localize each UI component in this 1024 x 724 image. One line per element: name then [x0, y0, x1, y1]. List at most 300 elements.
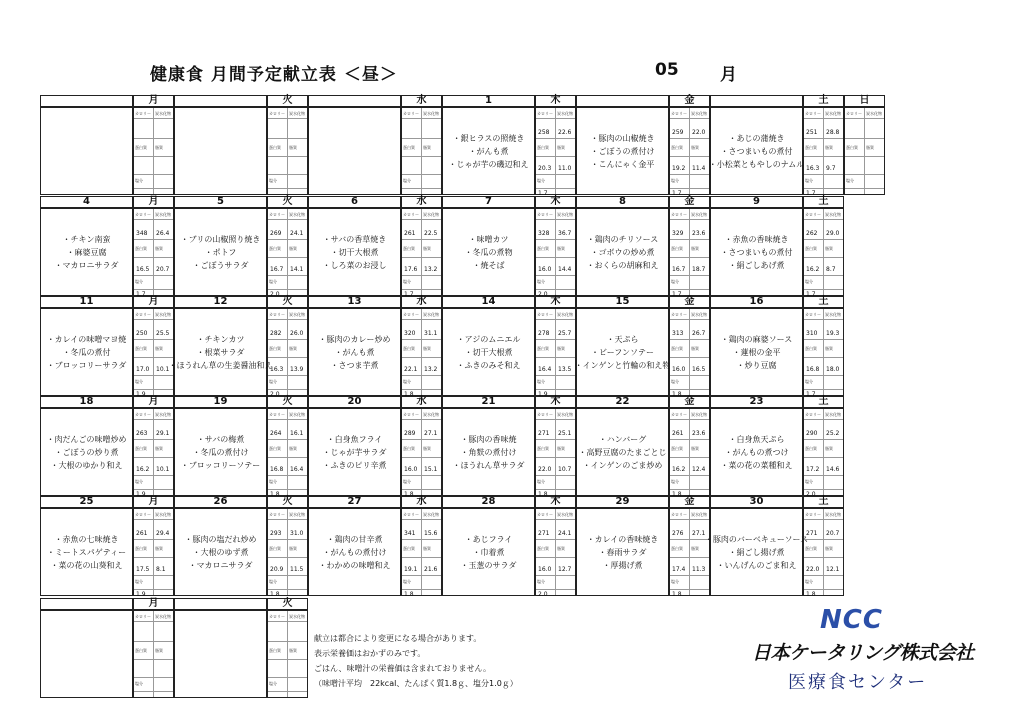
menu-item: ・カレイの味噌マヨ焼 [46, 334, 127, 344]
weekday-header: 木 [535, 396, 576, 408]
note-line: ごはん、味噌汁の栄養価は含まれておりません。 [314, 664, 491, 673]
menu-item: ・ふきのピリ辛煮 [322, 460, 387, 470]
carb-label: 炭水化物 [289, 412, 305, 417]
fat-value: 10.7 [558, 466, 572, 473]
nutrition-table [133, 208, 174, 296]
fat-label: 脂質 [557, 346, 565, 351]
salt-value: 1.7 [806, 391, 816, 398]
fat-value: 18.0 [826, 366, 840, 373]
protein-label: 蛋白質 [135, 246, 147, 251]
menu-item: ・鶏肉のチリソース [586, 234, 659, 244]
menu-item: ・豚肉の香味焼 [460, 434, 517, 444]
fat-label: 脂質 [155, 546, 163, 551]
calorie-label: カロリー [805, 312, 821, 317]
calorie-value: 259 [672, 129, 684, 136]
nutrition-grid-line [421, 409, 422, 495]
protein-label: 蛋白質 [671, 246, 683, 251]
nutrition-grid-line [287, 509, 288, 595]
fat-value: 12.4 [692, 466, 706, 473]
protein-value: 19.1 [404, 566, 418, 573]
carb-value: 23.6 [692, 230, 706, 237]
fat-label: 脂質 [155, 246, 163, 251]
menu-item: ・ミートスパゲティー [46, 547, 127, 557]
carb-label: 炭水化物 [557, 412, 573, 417]
calorie-value: 271 [538, 430, 550, 437]
calorie-value: 271 [806, 530, 818, 537]
protein-label: 蛋白質 [135, 648, 147, 653]
note-line: 献立は都合により変更になる場合があります。 [314, 634, 482, 643]
calorie-value: 262 [806, 230, 818, 237]
nutrition-table [401, 408, 442, 496]
menu-item: ・ポトフ [204, 247, 237, 257]
nutrition-grid-line [555, 209, 556, 295]
salt-value: 2.0 [270, 391, 280, 398]
protein-label: 蛋白質 [537, 246, 549, 251]
nutrition-table [535, 107, 576, 195]
salt-label: 塩分 [269, 479, 277, 484]
nutrition-table [401, 308, 442, 396]
carb-label: 炭水化物 [825, 212, 841, 217]
nutrition-table [535, 308, 576, 396]
calorie-value: 261 [672, 430, 684, 437]
protein-value: 16.2 [136, 466, 150, 473]
calorie-label: カロリー [805, 111, 821, 116]
salt-label: 塩分 [269, 379, 277, 384]
menu-cell [40, 208, 133, 296]
calorie-label: カロリー [671, 212, 687, 217]
carb-label: 炭水化物 [289, 111, 305, 116]
salt-label: 塩分 [537, 479, 545, 484]
date-header: 8 [576, 196, 669, 208]
menu-cell [308, 508, 401, 596]
menu-item: ・豚肉の塩だれ炒め [184, 534, 257, 544]
nutrition-grid-line [823, 309, 824, 395]
date-header: 1 [442, 95, 535, 107]
note-line: 表示栄養価はおかずのみです。 [314, 649, 426, 658]
calorie-value: 341 [404, 530, 416, 537]
salt-value: 1.8 [672, 491, 682, 498]
menu-item: ・チキン南蛮 [62, 234, 111, 244]
protein-label: 蛋白質 [269, 246, 281, 251]
menu-item: ・大根のゆず煮 [192, 547, 249, 557]
nutrition-grid-line [555, 409, 556, 495]
carb-value: 25.1 [558, 430, 572, 437]
protein-value: 16.3 [806, 165, 820, 172]
menu-item: ・高野豆腐のたまごとじ [578, 447, 667, 457]
menu-cell [308, 107, 401, 195]
protein-value: 17.0 [136, 366, 150, 373]
fat-value: 9.7 [826, 165, 836, 172]
protein-value: 19.2 [672, 165, 686, 172]
nutrition-table [803, 308, 844, 396]
weekday-header: 土 [803, 95, 844, 107]
salt-value: 1.7 [672, 190, 682, 197]
date-header: 13 [308, 296, 401, 308]
menu-cell [308, 408, 401, 496]
carb-value: 22.6 [558, 129, 572, 136]
carb-label: 炭水化物 [423, 412, 439, 417]
date-header: 18 [40, 396, 133, 408]
carb-label: 炭水化物 [155, 512, 171, 517]
salt-label: 塩分 [135, 178, 143, 183]
salt-label: 塩分 [537, 178, 545, 183]
weekday-header: 木 [535, 296, 576, 308]
protein-label: 蛋白質 [805, 145, 817, 150]
fat-label: 脂質 [691, 246, 699, 251]
calorie-value: 293 [270, 530, 282, 537]
menu-cell [576, 208, 669, 296]
nutrition-grid-line [153, 509, 154, 595]
menu-cell [442, 308, 535, 396]
protein-value: 16.7 [270, 266, 284, 273]
carb-value: 25.2 [826, 430, 840, 437]
menu-item: ・赤魚の七味焼き [54, 534, 119, 544]
salt-value: 1.8 [404, 591, 414, 598]
menu-item: ・サバの梅煮 [196, 434, 245, 444]
menu-cell [174, 610, 267, 698]
carb-label: 炭水化物 [825, 312, 841, 317]
fat-value: 18.7 [692, 266, 706, 273]
nutrition-grid-line [421, 209, 422, 295]
carb-value: 29.4 [156, 530, 170, 537]
fat-label: 脂質 [557, 145, 565, 150]
calorie-label: カロリー [403, 212, 419, 217]
nutrition-table [669, 107, 710, 195]
nutrition-grid-line [864, 108, 865, 194]
fat-label: 脂質 [423, 145, 431, 150]
carb-value: 16.1 [290, 430, 304, 437]
calorie-label: カロリー [671, 312, 687, 317]
calorie-label: カロリー [805, 512, 821, 517]
salt-value: 2.0 [270, 291, 280, 298]
carb-label: 炭水化物 [289, 614, 305, 619]
nutrition-table [535, 408, 576, 496]
nutrition-table [535, 508, 576, 596]
weekday-header: 土 [803, 396, 844, 408]
fat-label: 脂質 [691, 346, 699, 351]
salt-label: 塩分 [135, 279, 143, 284]
carb-value: 19.3 [826, 330, 840, 337]
salt-label: 塩分 [403, 579, 411, 584]
fat-label: 脂質 [423, 446, 431, 451]
carb-label: 炭水化物 [691, 412, 707, 417]
carb-label: 炭水化物 [866, 111, 882, 116]
fat-label: 脂質 [691, 446, 699, 451]
fat-label: 脂質 [825, 145, 833, 150]
protein-value: 20.3 [538, 165, 552, 172]
menu-cell [576, 508, 669, 596]
salt-label: 塩分 [805, 579, 813, 584]
salt-label: 塩分 [805, 479, 813, 484]
protein-label: 蛋白質 [135, 145, 147, 150]
menu-item: ・アジのムニエル [456, 334, 521, 344]
ncc-logo: NCC [820, 605, 883, 635]
fat-label: 脂質 [557, 546, 565, 551]
nutrition-table [133, 107, 174, 195]
menu-item: ・ごぼうの煮付け [590, 146, 655, 156]
fat-label: 脂質 [825, 546, 833, 551]
menu-item: ・じゃが芋の磯辺和え [448, 159, 529, 169]
carb-label: 炭水化物 [825, 512, 841, 517]
calorie-label: カロリー [269, 512, 285, 517]
carb-label: 炭水化物 [423, 212, 439, 217]
nutrition-table [803, 508, 844, 596]
weekday-header: 火 [267, 296, 308, 308]
date-header: 12 [174, 296, 267, 308]
protein-label: 蛋白質 [269, 346, 281, 351]
carb-value: 36.7 [558, 230, 572, 237]
carb-label: 炭水化物 [155, 412, 171, 417]
nutrition-grid-line [823, 209, 824, 295]
carb-value: 20.7 [826, 530, 840, 537]
carb-value: 25.5 [156, 330, 170, 337]
weekday-header: 金 [669, 496, 710, 508]
protein-value: 16.7 [672, 266, 686, 273]
weekday-header: 水 [401, 196, 442, 208]
protein-label: 蛋白質 [671, 346, 683, 351]
weekday-header: 月 [133, 598, 174, 610]
carb-value: 26.7 [692, 330, 706, 337]
fat-value: 21.6 [424, 566, 438, 573]
carb-label: 炭水化物 [691, 111, 707, 116]
salt-label: 塩分 [805, 178, 813, 183]
carb-value: 29.0 [826, 230, 840, 237]
menu-item: ・豚肉の山椒焼き [590, 133, 655, 143]
fat-value: 16.4 [290, 466, 304, 473]
carb-label: 炭水化物 [155, 111, 171, 116]
menu-cell [40, 308, 133, 396]
nutrition-table [133, 610, 174, 698]
calorie-label: カロリー [403, 512, 419, 517]
protein-value: 20.9 [270, 566, 284, 573]
fat-label: 脂質 [155, 648, 163, 653]
date-header [40, 95, 133, 107]
protein-label: 蛋白質 [403, 446, 415, 451]
date-header: 19 [174, 396, 267, 408]
protein-value: 17.2 [806, 466, 820, 473]
carb-value: 26.4 [156, 230, 170, 237]
salt-label: 塩分 [671, 379, 679, 384]
weekday-header: 月 [133, 196, 174, 208]
menu-item: ・インゲンと竹輪の和え物 [574, 360, 671, 370]
menu-item: ・切干大根煮 [330, 247, 379, 257]
nutrition-table [803, 408, 844, 496]
nutrition-grid-line [689, 509, 690, 595]
salt-label: 塩分 [135, 579, 143, 584]
fat-value: 14.1 [290, 266, 304, 273]
calorie-value: 250 [136, 330, 148, 337]
carb-label: 炭水化物 [423, 512, 439, 517]
salt-value: 2.0 [538, 291, 548, 298]
date-header: 23 [710, 396, 803, 408]
nutrition-grid-line [153, 209, 154, 295]
menu-cell [40, 610, 133, 698]
calorie-value: 348 [136, 230, 148, 237]
menu-item: ・大根のゆかり和え [50, 460, 123, 470]
fat-label: 脂質 [557, 246, 565, 251]
calorie-value: 313 [672, 330, 684, 337]
salt-label: 塩分 [671, 279, 679, 284]
salt-value: 1.7 [806, 291, 816, 298]
salt-label: 塩分 [403, 279, 411, 284]
fat-label: 脂質 [866, 145, 874, 150]
menu-item: ・ごぼうの炒り煮 [54, 447, 119, 457]
nutrition-table [133, 508, 174, 596]
salt-label: 塩分 [671, 178, 679, 183]
carb-label: 炭水化物 [423, 312, 439, 317]
calorie-label: カロリー [846, 111, 862, 116]
protein-label: 蛋白質 [135, 446, 147, 451]
weekday-header: 水 [401, 396, 442, 408]
menu-item: ・炒り豆腐 [736, 360, 777, 370]
calorie-label: カロリー [537, 412, 553, 417]
carb-label: 炭水化物 [691, 312, 707, 317]
carb-value: 31.1 [424, 330, 438, 337]
carb-value: 24.1 [290, 230, 304, 237]
protein-label: 蛋白質 [846, 145, 858, 150]
carb-label: 炭水化物 [289, 212, 305, 217]
menu-item: ・肉だんごの味噌炒め [46, 434, 127, 444]
salt-value: 1.7 [672, 291, 682, 298]
weekday-header: 木 [535, 95, 576, 107]
salt-value: 1.7 [538, 190, 548, 197]
weekday-header: 金 [669, 95, 710, 107]
menu-item: ・がんも煮 [468, 146, 509, 156]
carb-label: 炭水化物 [557, 212, 573, 217]
salt-value: 1.8 [538, 491, 548, 498]
nutrition-grid-line [421, 509, 422, 595]
nutrition-grid-line [153, 611, 154, 697]
carb-value: 28.8 [826, 129, 840, 136]
protein-label: 蛋白質 [671, 446, 683, 451]
nutrition-table [401, 208, 442, 296]
fat-value: 8.1 [156, 566, 166, 573]
calorie-value: 289 [404, 430, 416, 437]
nutrition-grid-line [689, 309, 690, 395]
menu-item: ・ふきのみそ和え [456, 360, 521, 370]
menu-item: ・豚肉のバーベキューソース [704, 534, 809, 544]
date-header [308, 95, 401, 107]
nutrition-table [267, 408, 308, 496]
calorie-value: 278 [538, 330, 550, 337]
protein-label: 蛋白質 [671, 145, 683, 150]
company-name: 日本ケータリング株式会社 [752, 642, 974, 664]
protein-label: 蛋白質 [135, 546, 147, 551]
nutrition-table [133, 308, 174, 396]
fat-value: 15.1 [424, 466, 438, 473]
calorie-label: カロリー [269, 312, 285, 317]
fat-value: 11.4 [692, 165, 706, 172]
menu-item: ・麻婆豆腐 [66, 247, 107, 257]
carb-value: 27.1 [424, 430, 438, 437]
menu-item: ・厚揚げ煮 [602, 560, 643, 570]
menu-cell [442, 107, 535, 195]
menu-item: ・じゃが芋サラダ [322, 447, 387, 457]
menu-item: ・おくらの胡麻和え [586, 260, 659, 270]
date-header: 5 [174, 196, 267, 208]
fat-value: 13.5 [558, 366, 572, 373]
calorie-label: カロリー [537, 111, 553, 116]
salt-label: 塩分 [135, 681, 143, 686]
menu-item: ・しろ菜のお浸し [322, 260, 387, 270]
date-header [40, 598, 133, 610]
fat-label: 脂質 [825, 246, 833, 251]
weekday-header: 火 [267, 396, 308, 408]
carb-value: 31.0 [290, 530, 304, 537]
nutrition-grid-line [823, 108, 824, 194]
protein-label: 蛋白質 [537, 546, 549, 551]
calorie-value: 320 [404, 330, 416, 337]
fat-value: 14.6 [826, 466, 840, 473]
salt-label: 塩分 [269, 279, 277, 284]
salt-value: 1.9 [136, 391, 146, 398]
weekday-header: 水 [401, 95, 442, 107]
calorie-label: カロリー [403, 312, 419, 317]
menu-item: ・菜の花の山葵和え [50, 560, 123, 570]
weekday-header: 金 [669, 196, 710, 208]
salt-label: 塩分 [805, 379, 813, 384]
protein-label: 蛋白質 [537, 446, 549, 451]
fat-label: 脂質 [155, 446, 163, 451]
menu-item: ・ブリの山椒照り焼き [180, 234, 261, 244]
menu-item: ・鶏肉の麻婆ソース [720, 334, 793, 344]
fat-label: 脂質 [289, 648, 297, 653]
menu-item: ・サバの香草焼き [322, 234, 387, 244]
nutrition-table [401, 107, 442, 195]
calorie-label: カロリー [671, 111, 687, 116]
menu-item: ・鶏肉の甘辛煮 [326, 534, 383, 544]
nutrition-table [133, 408, 174, 496]
date-header: 30 [710, 496, 803, 508]
calorie-value: 261 [404, 230, 416, 237]
center-name: 医療食センター [788, 672, 928, 693]
salt-value: 1.7 [404, 291, 414, 298]
nutrition-grid-line [287, 209, 288, 295]
fat-value: 10.1 [156, 366, 170, 373]
weekday-header: 月 [133, 95, 174, 107]
weekday-header: 金 [669, 296, 710, 308]
weekday-header: 金 [669, 396, 710, 408]
calorie-value: 258 [538, 129, 550, 136]
calorie-label: カロリー [805, 212, 821, 217]
nutrition-grid-line [287, 409, 288, 495]
menu-item: ・絹ごし揚げ煮 [728, 547, 785, 557]
protein-value: 22.1 [404, 366, 418, 373]
fat-label: 脂質 [155, 145, 163, 150]
protein-value: 16.8 [270, 466, 284, 473]
calorie-label: カロリー [537, 512, 553, 517]
fat-label: 脂質 [825, 446, 833, 451]
salt-label: 塩分 [269, 178, 277, 183]
menu-cell [174, 508, 267, 596]
date-header: 28 [442, 496, 535, 508]
nutrition-table [803, 208, 844, 296]
date-header: 11 [40, 296, 133, 308]
fat-label: 脂質 [825, 346, 833, 351]
calorie-value: 269 [270, 230, 282, 237]
page-title: 健康食 月間予定献立表 ＜昼＞ [150, 65, 398, 85]
fat-label: 脂質 [289, 446, 297, 451]
salt-value: 1.9 [538, 391, 548, 398]
protein-value: 16.0 [538, 266, 552, 273]
protein-value: 16.3 [270, 366, 284, 373]
menu-item: ・ほうれん草サラダ [452, 460, 525, 470]
calorie-label: カロリー [269, 212, 285, 217]
nutrition-table [267, 107, 308, 195]
menu-item: ・焼そば [472, 260, 505, 270]
salt-value: 1.8 [404, 391, 414, 398]
menu-item: ・絹ごしあげ煮 [728, 260, 785, 270]
